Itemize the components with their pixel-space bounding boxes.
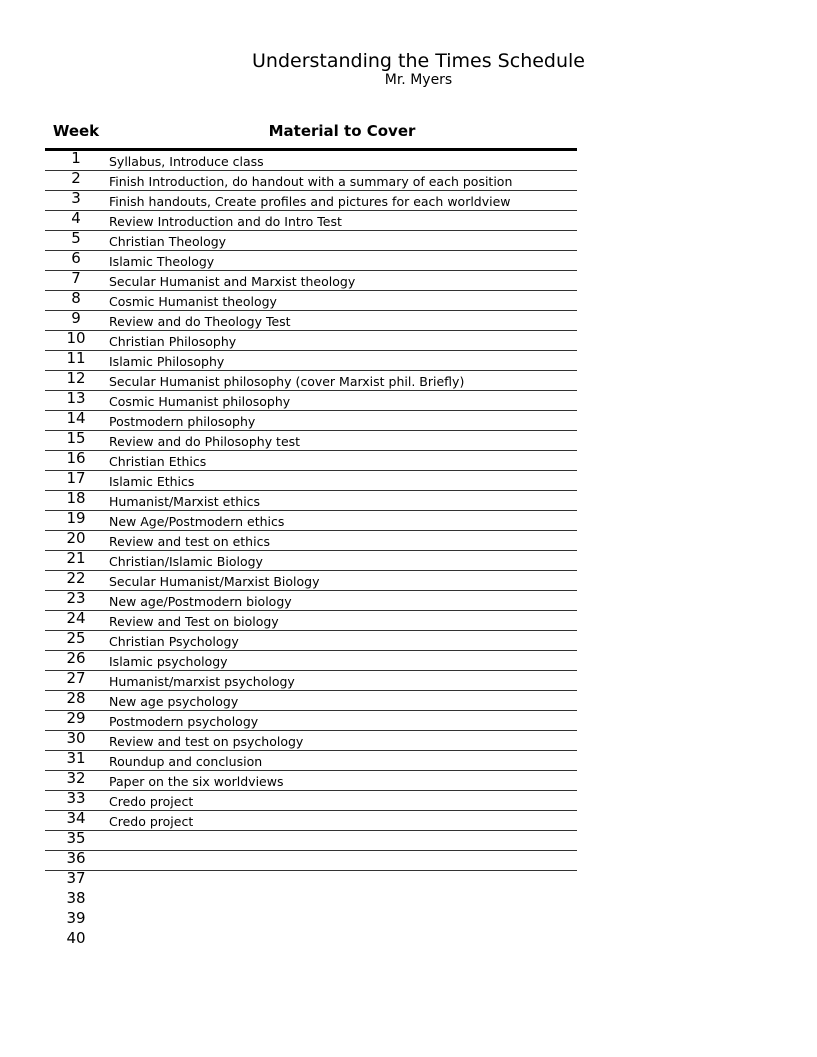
table-row xyxy=(45,871,577,891)
week-number: 28 xyxy=(66,689,86,707)
material-cell: Syllabus, Introduce class xyxy=(109,154,264,169)
table-row xyxy=(45,491,577,511)
week-number: 19 xyxy=(66,509,86,527)
material-cell: Review and Test on biology xyxy=(109,614,279,629)
week-number: 13 xyxy=(66,389,86,407)
material-cell: Islamic Philosophy xyxy=(109,354,225,369)
table-row xyxy=(45,671,577,691)
material-cell: Review and test on ethics xyxy=(109,534,270,549)
week-number: 23 xyxy=(66,589,86,607)
week-number: 16 xyxy=(66,449,86,467)
material-cell: New Age/Postmodern ethics xyxy=(109,514,285,529)
table-row xyxy=(45,891,577,911)
table-row xyxy=(45,751,577,771)
material-cell: Christian Theology xyxy=(109,234,227,249)
week-number: 37 xyxy=(66,869,86,887)
table-row xyxy=(45,711,577,731)
week-number: 5 xyxy=(71,229,81,247)
table-row xyxy=(45,171,577,191)
material-cell: Islamic Ethics xyxy=(109,474,195,489)
column-header-material: Material to Cover xyxy=(268,122,416,140)
table-row xyxy=(45,291,577,311)
week-number: 38 xyxy=(66,889,86,907)
week-number: 15 xyxy=(66,429,86,447)
table-row xyxy=(45,351,577,371)
document-subtitle: Mr. Myers xyxy=(384,72,453,88)
week-number: 25 xyxy=(66,629,86,647)
week-number: 4 xyxy=(71,209,81,227)
week-number: 39 xyxy=(66,909,86,927)
week-number: 35 xyxy=(66,829,86,847)
material-cell: Cosmic Humanist theology xyxy=(109,294,277,309)
table-row xyxy=(45,851,577,871)
table-row xyxy=(45,611,577,631)
table-row xyxy=(45,571,577,591)
material-cell: Paper on the six worldviews xyxy=(109,774,284,789)
document-title: Understanding the Times Schedule xyxy=(252,50,585,72)
table-row xyxy=(45,431,577,451)
table-row xyxy=(45,531,577,551)
material-cell: Secular Humanist/Marxist Biology xyxy=(109,574,320,589)
material-cell: Christian Ethics xyxy=(109,454,207,469)
material-cell: Credo project xyxy=(109,814,194,829)
table-row xyxy=(45,271,577,291)
material-cell: Humanist/marxist psychology xyxy=(109,674,295,689)
material-cell: Islamic Theology xyxy=(109,254,215,269)
material-cell: Review and do Theology Test xyxy=(109,314,291,329)
week-number: 36 xyxy=(66,849,86,867)
material-cell: Postmodern philosophy xyxy=(109,414,256,429)
table-row xyxy=(45,591,577,611)
week-number: 7 xyxy=(71,269,81,287)
material-cell: Review and test on psychology xyxy=(109,734,304,749)
week-number: 6 xyxy=(71,249,81,267)
material-cell: Finish Introduction, do handout with a summary of each position xyxy=(109,174,513,189)
material-cell: Christian Psychology xyxy=(109,634,239,649)
week-number: 32 xyxy=(66,769,86,787)
week-number: 20 xyxy=(66,529,86,547)
table-row xyxy=(45,451,577,471)
table-row xyxy=(45,791,577,811)
week-number: 22 xyxy=(66,569,86,587)
table-row xyxy=(45,251,577,271)
material-cell: Humanist/Marxist ethics xyxy=(109,494,261,509)
week-number: 17 xyxy=(66,469,86,487)
table-row xyxy=(45,551,577,571)
material-cell: Credo project xyxy=(109,794,194,809)
schedule-table xyxy=(45,148,577,951)
column-header-week: Week xyxy=(52,122,100,140)
table-row xyxy=(45,371,577,391)
week-number: 31 xyxy=(66,749,86,767)
table-row xyxy=(45,231,577,251)
material-cell: New age psychology xyxy=(109,694,239,709)
material-cell: Secular Humanist and Marxist theology xyxy=(109,274,356,289)
material-cell: Secular Humanist philosophy (cover Marxist phil. Briefly) xyxy=(109,374,465,389)
table-row xyxy=(45,931,577,951)
week-number: 26 xyxy=(66,649,86,667)
table-row xyxy=(45,391,577,411)
week-number: 2 xyxy=(71,169,81,187)
week-number: 24 xyxy=(66,609,86,627)
week-number: 33 xyxy=(66,789,86,807)
material-cell: Postmodern psychology xyxy=(109,714,259,729)
table-row xyxy=(45,731,577,751)
material-cell: Cosmic Humanist philosophy xyxy=(109,394,291,409)
week-number: 18 xyxy=(66,489,86,507)
table-row xyxy=(45,771,577,791)
week-number: 9 xyxy=(71,309,81,327)
week-number: 10 xyxy=(66,329,86,347)
material-cell: Islamic psychology xyxy=(109,654,228,669)
table-row xyxy=(45,831,577,851)
table-row xyxy=(45,331,577,351)
table-row xyxy=(45,471,577,491)
material-cell: Roundup and conclusion xyxy=(109,754,263,769)
week-number: 21 xyxy=(66,549,86,567)
week-number: 30 xyxy=(66,729,86,747)
table-row xyxy=(45,411,577,431)
week-number: 1 xyxy=(71,149,81,167)
week-number: 8 xyxy=(71,289,81,307)
material-cell: Finish handouts, Create profiles and pictures for each worldview xyxy=(109,194,511,209)
table-row xyxy=(45,191,577,211)
week-number: 11 xyxy=(66,349,86,367)
table-row xyxy=(45,651,577,671)
week-number: 34 xyxy=(66,809,86,827)
table-row xyxy=(45,691,577,711)
material-cell: Review and do Philosophy test xyxy=(109,434,301,449)
week-number: 29 xyxy=(66,709,86,727)
table-row xyxy=(45,911,577,931)
table-row xyxy=(45,631,577,651)
week-number: 27 xyxy=(66,669,86,687)
material-cell: New age/Postmodern biology xyxy=(109,594,292,609)
table-row xyxy=(45,811,577,831)
table-row xyxy=(45,511,577,531)
week-number: 40 xyxy=(66,929,86,947)
table-row xyxy=(45,211,577,231)
table-row xyxy=(45,151,577,171)
material-cell: Christian Philosophy xyxy=(109,334,237,349)
material-cell: Review Introduction and do Intro Test xyxy=(109,214,342,229)
week-number: 12 xyxy=(66,369,86,387)
table-row xyxy=(45,311,577,331)
material-cell: Christian/Islamic Biology xyxy=(109,554,263,569)
week-number: 3 xyxy=(71,189,81,207)
week-number: 14 xyxy=(66,409,86,427)
